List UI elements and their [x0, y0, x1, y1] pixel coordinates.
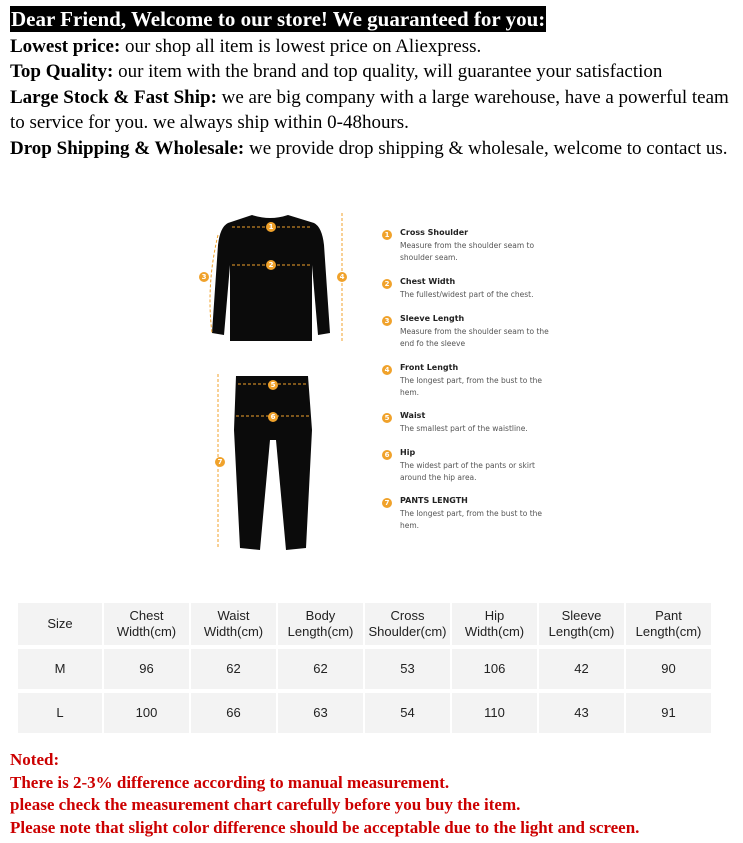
cell-value: 110: [452, 693, 537, 733]
legend-description: The smallest part of the waistline.: [400, 424, 528, 433]
cell-value: 63: [278, 693, 363, 733]
legend-number: 5: [382, 413, 392, 423]
feature-top-quality: Top Quality: our item with the brand and top quality, will guarantee your satisfaction: [10, 61, 663, 82]
legend-title: Chest Width: [400, 277, 456, 286]
marker-cross-shoulder: 1: [266, 222, 276, 232]
table-row: [18, 693, 711, 733]
legend-number: 4: [382, 365, 392, 375]
cell-value: 62: [191, 649, 276, 689]
legend-description: Measure from the shoulder seam to shoulder seam.: [400, 241, 535, 262]
marker-hip: 6: [268, 412, 278, 422]
feature-drop-shipping: Drop Shipping & Wholesale: we provide drop shipping & wholesale, welcome to contact us.: [10, 137, 728, 159]
marker-pants-length: 7: [215, 457, 225, 467]
legend-number: 7: [382, 498, 392, 508]
header-pant-length: Pant Length(cm): [626, 603, 711, 645]
header-waist-width: Waist Width(cm): [191, 603, 276, 645]
cell-size: M: [18, 649, 102, 689]
cell-value: 91: [626, 693, 711, 733]
cell-value: 53: [365, 649, 450, 689]
legend-description: The longest part, from the bust to the hem.: [400, 376, 543, 397]
marker-sleeve-length: 3: [199, 272, 209, 282]
legend-number: 3: [382, 316, 392, 326]
legend-title: Waist: [400, 411, 426, 420]
notes-heading: Noted:: [10, 750, 60, 769]
cell-size: L: [18, 693, 102, 733]
cell-value: 100: [104, 693, 189, 733]
table-header-row: [18, 603, 711, 645]
marker-front-length: 4: [337, 272, 347, 282]
note-line: Please note that slight color difference should be acceptable due to the light and screen.: [10, 817, 640, 837]
legend-description: The fullest/widest part of the chest.: [400, 290, 534, 299]
note-line: please check the measurement chart carefully before you buy the item.: [10, 795, 521, 814]
legend-title: Cross Shoulder: [400, 228, 469, 237]
legend-number: 1: [382, 230, 392, 240]
legend-number: 2: [382, 279, 392, 289]
header-cross-shoulder: Cross Shoulder(cm): [365, 603, 450, 645]
cell-value: 54: [365, 693, 450, 733]
store-welcome-text: [10, 6, 743, 161]
legend-description: The widest part of the pants or skirt around the hip area.: [400, 461, 535, 482]
cell-value: 62: [278, 649, 363, 689]
cell-value: 90: [626, 649, 711, 689]
size-chart-table: [16, 599, 713, 737]
notes-section: [10, 749, 740, 839]
legend-title: Front Length: [400, 363, 459, 372]
header-size: Size: [18, 603, 102, 645]
cell-value: 43: [539, 693, 624, 733]
welcome-headline: Dear Friend, Welcome to our store! We guaranteed for you:: [11, 7, 546, 31]
header-sleeve-length: Sleeve Length(cm): [539, 603, 624, 645]
legend-title: PANTS LENGTH: [400, 496, 468, 505]
feature-lowest-price: Lowest price: our shop all item is lowest price on Aliexpress.: [10, 35, 482, 57]
cell-value: 106: [452, 649, 537, 689]
legend-description: Measure from the shoulder seam to the end fo the sleeve: [400, 327, 549, 348]
legend-title: Sleeve Length: [400, 314, 465, 323]
header-chest-width: Chest Width(cm): [104, 603, 189, 645]
header-hip-width: Hip Width(cm): [452, 603, 537, 645]
legend-number: 6: [382, 450, 392, 460]
table-row: [18, 649, 711, 689]
legend-title: Hip: [400, 448, 416, 457]
marker-chest-width: 2: [266, 260, 276, 270]
legend-description: The longest part, from the bust to the hem.: [400, 509, 543, 530]
header-body-length: Body Length(cm): [278, 603, 363, 645]
cell-value: 42: [539, 649, 624, 689]
feature-large-stock: Large Stock & Fast Ship: we are big company with a large warehouse, have a powerful team to service for you. we always ship within 0-48hours.: [10, 86, 729, 133]
cell-value: 96: [104, 649, 189, 689]
marker-waist: 5: [268, 380, 278, 390]
cell-value: 66: [191, 693, 276, 733]
note-line: There is 2-3% difference according to manual measurement.: [10, 772, 450, 792]
